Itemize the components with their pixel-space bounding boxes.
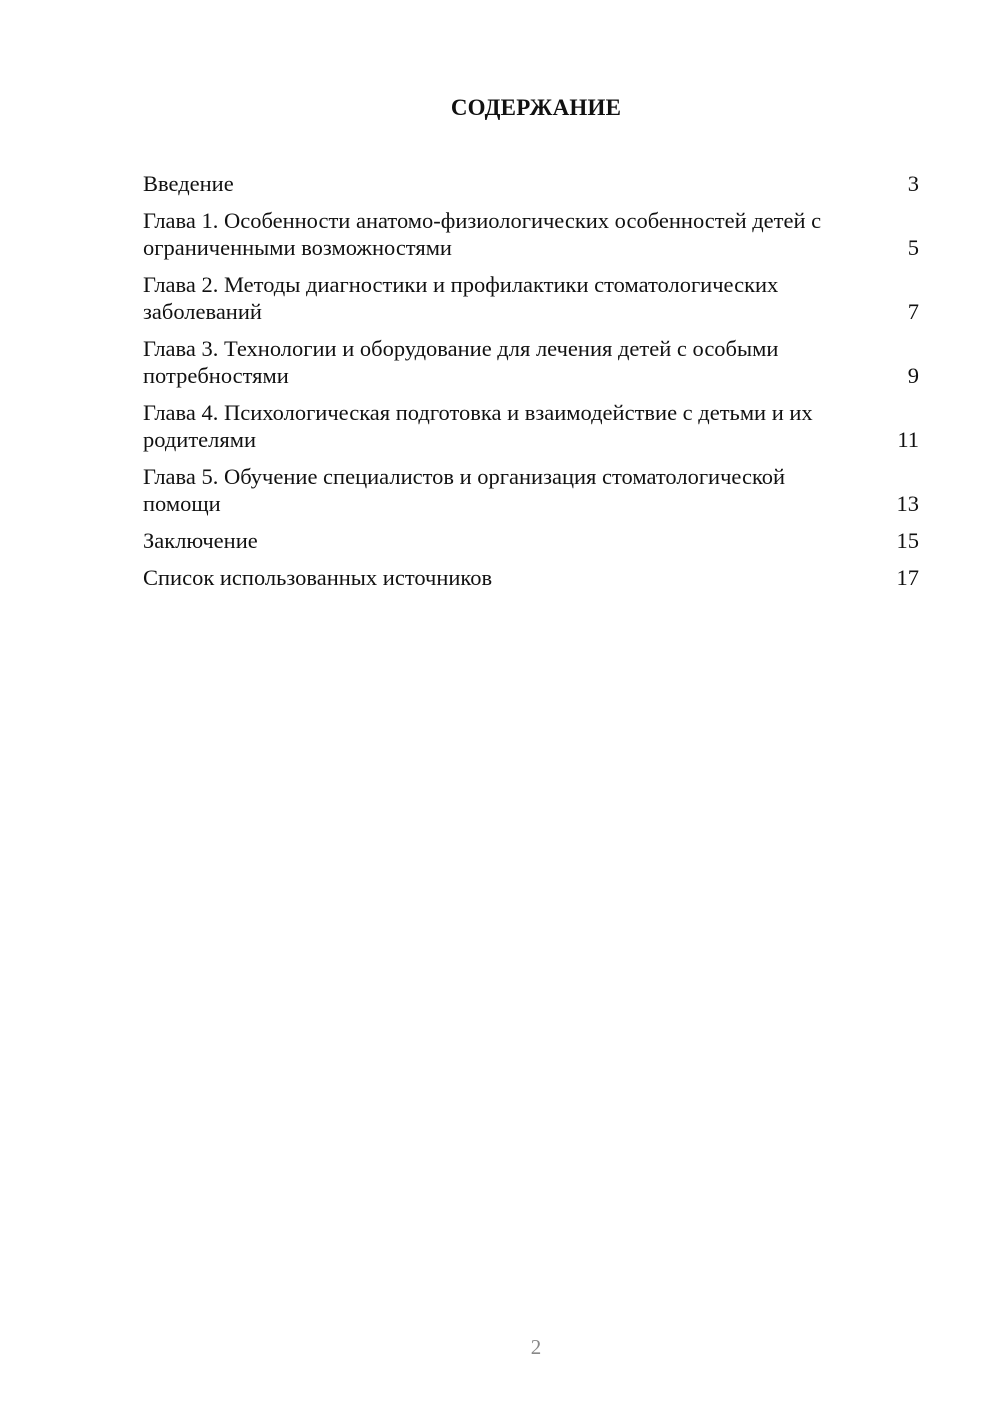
toc-entry-title: Введение [143,171,234,196]
toc-entry-title: Заключение [143,528,258,553]
toc-entry-title: Глава 4. Психологическая подготовка и взаимодействие с детьми и их родителями [143,400,813,452]
toc-entry-chapter-1[interactable] [143,207,919,261]
toc-entry-page: 13 [896,491,919,516]
toc-entry-page: 11 [897,427,919,452]
toc-entry-page: 17 [896,565,919,590]
toc-entry-references[interactable] [143,564,919,591]
toc-entry-title: Глава 1. Особенности анатомо-физиологических особенностей детей с ограниченными возможностями [143,208,822,260]
toc-entry-page: 9 [907,363,919,388]
toc-entry-chapter-5[interactable] [143,463,919,517]
toc-entry-introduction[interactable] [143,170,919,197]
toc-entry-title: Список использованных источников [143,565,493,590]
toc-entry-title: Глава 3. Технологии и оборудование для лечения детей с особыми потребностями [143,336,779,388]
toc-entry-page: 15 [896,528,919,553]
page-title: СОДЕРЖАНИЕ [450,95,622,120]
toc-entry-title: Глава 2. Методы диагностики и профилактики стоматологических заболеваний [143,272,779,324]
toc-entry-page: 3 [907,171,919,196]
toc-entry-page: 7 [907,299,919,324]
table-of-contents [143,170,919,601]
toc-entry-chapter-3[interactable] [143,335,919,389]
page-number: 2 [530,1335,542,1359]
toc-entry-chapter-4[interactable] [143,399,919,453]
toc-entry-chapter-2[interactable] [143,271,919,325]
toc-entry-title: Глава 5. Обучение специалистов и организация стоматологической помощи [143,464,786,516]
toc-entry-conclusion[interactable] [143,527,919,554]
toc-entry-page: 5 [907,235,919,260]
